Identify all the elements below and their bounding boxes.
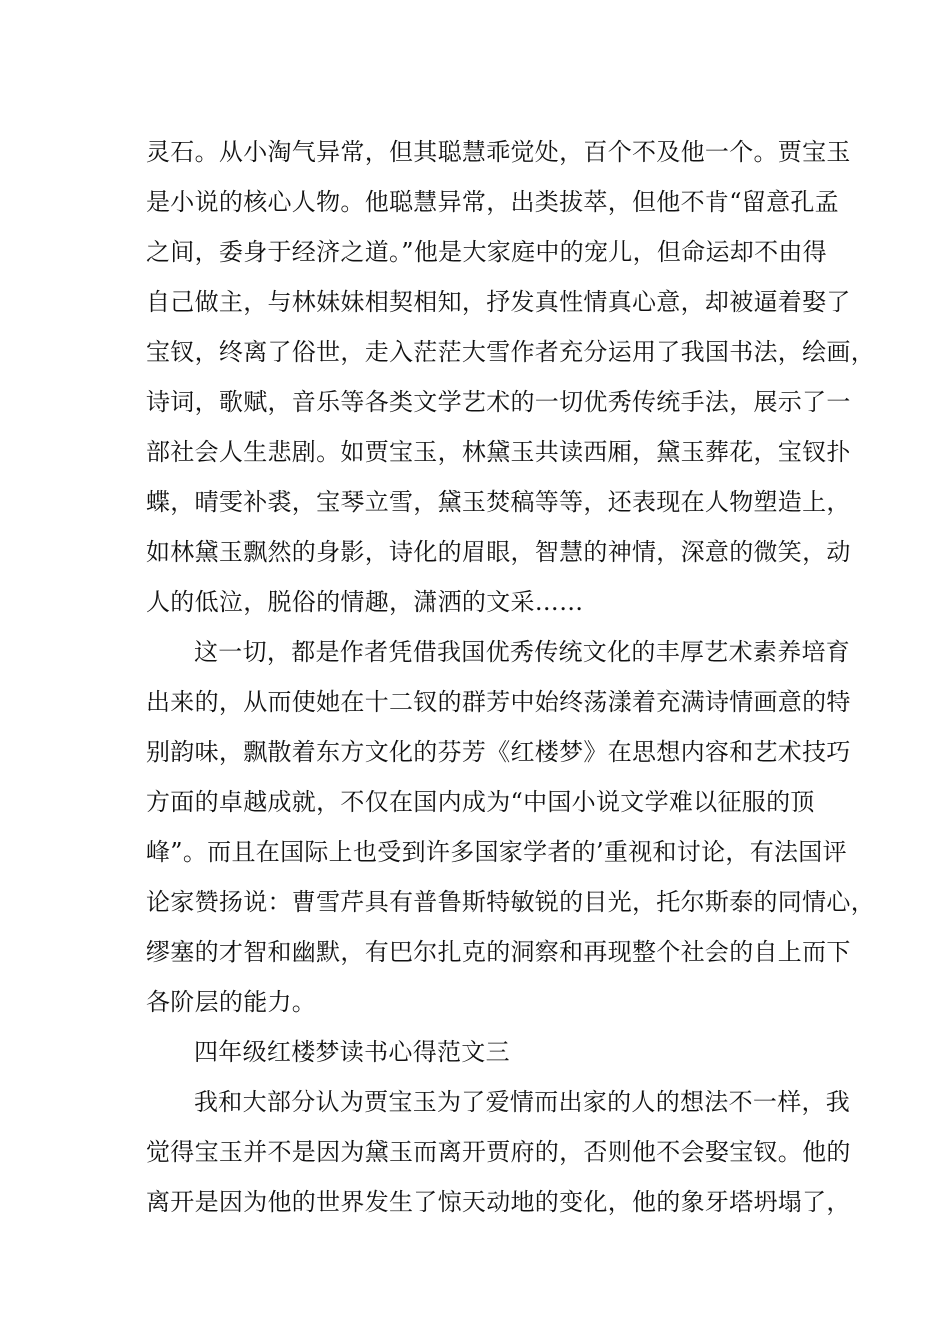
text-line: 出来的，从而使她在十二钗的群芳中始终荡漾着充满诗情画意的特 [146,688,851,716]
text-line: 宝钗，终离了俗世，走入茫茫大雪作者充分运用了我国书法，绘画， [146,338,875,366]
paragraph-first-line: 我和大部分认为贾宝玉为了爱情而出家的人的想法不一样，我 [194,1088,851,1116]
text-line: 部社会人生悲剧。如贾宝玉，林黛玉共读西厢，黛玉葬花，宝钗扑 [146,438,851,466]
text-line: 论家赞扬说：曹雪芹具有普鲁斯特敏锐的目光，托尔斯泰的同情心， [146,888,875,916]
text-line: 诗词，歌赋，音乐等各类文学艺术的一切优秀传统手法，展示了一 [146,388,851,416]
section-heading: 四年级红楼梦读书心得范文三 [194,1038,510,1066]
text-line: 方面的卓越成就，不仅在国内成为“中国小说文学难以征服的顶 [146,788,815,816]
text-line: 各阶层的能力。 [146,988,317,1016]
text-line: 觉得宝玉并不是因为黛玉而离开贾府的，否则他不会娶宝钗。他的 [146,1138,851,1166]
text-line: 蝶，晴雯补裘，宝琴立雪，黛玉焚稿等等，还表现在人物塑造上， [146,488,851,516]
text-line: 人的低泣，脱俗的情趣，潇洒的文采…… [146,588,584,616]
text-line: 如林黛玉飘然的身影，诗化的眉眼，智慧的神情，深意的微笑，动 [146,538,851,566]
text-line: 是小说的核心人物。他聪慧异常，出类拔萃，但他不肯“留意孔孟 [146,188,839,216]
text-line: 峰”。而且在国际上也受到许多国家学者的’重视和讨论，有法国评 [146,838,847,866]
text-line: 之间，委身于经济之道。”他是大家庭中的宠儿，但命运却不由得 [146,238,827,266]
text-line: 灵石。从小淘气异常，但其聪慧乖觉处，百个不及他一个。贾宝玉 [146,138,851,166]
text-line: 离开是因为他的世界发生了惊天动地的变化，他的象牙塔坍塌了， [146,1188,851,1216]
text-line: 别韵味，飘散着东方文化的芬芳《红楼梦》在思想内容和艺术技巧 [146,738,851,766]
paragraph-first-line: 这一切，都是作者凭借我国优秀传统文化的丰厚艺术素养培育 [194,638,851,666]
text-line: 自己做主，与林妹妹相契相知，抒发真性情真心意，却被逼着娶了 [146,288,851,316]
text-line: 缪塞的才智和幽默，有巴尔扎克的洞察和再现整个社会的自上而下 [146,938,851,966]
